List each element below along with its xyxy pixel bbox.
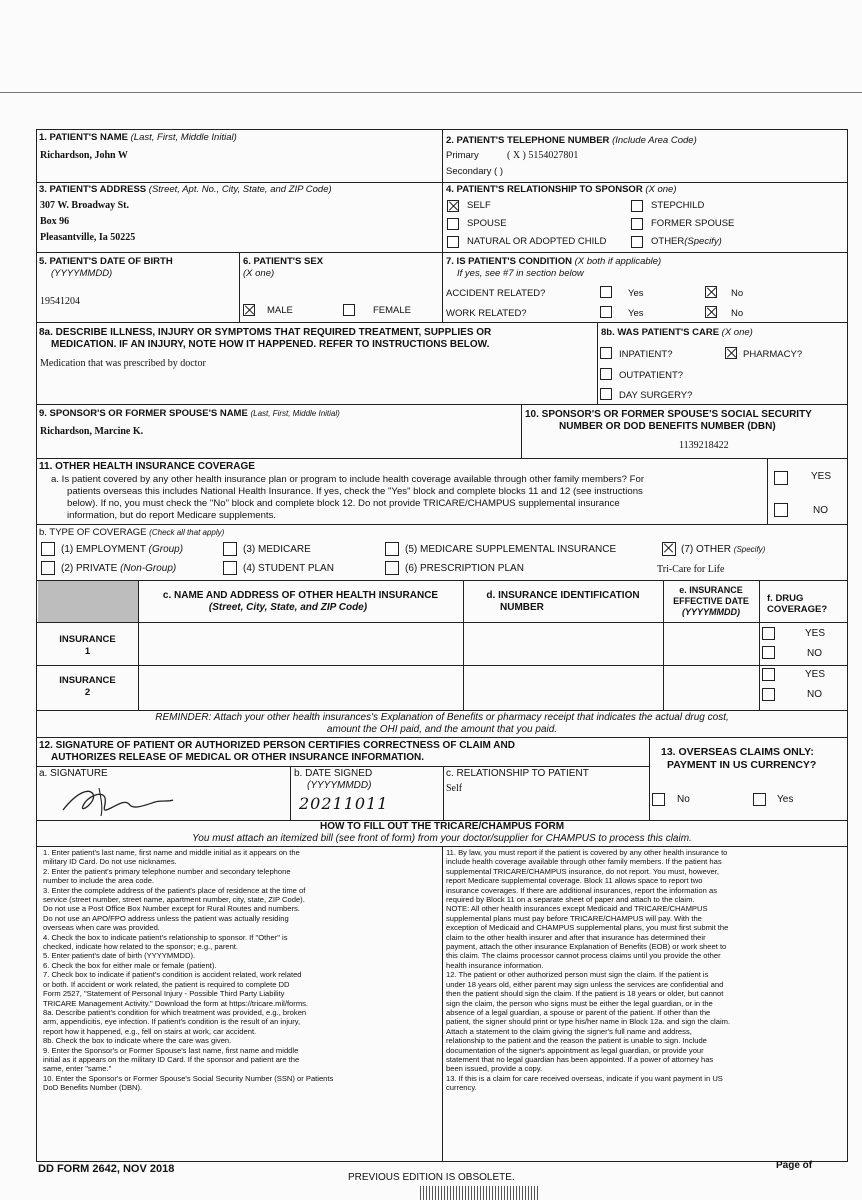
instruction-line: checked, indicate how related to the sponsor; e.g., parent. [43, 942, 239, 952]
block3-label: 3. PATIENT'S ADDRESS (Street, Apt. No., City, State, and ZIP Code) [39, 184, 332, 195]
instruction-line: relationship to the patient and the reason the patient is unable to sign. Include [446, 1036, 707, 1046]
instruction-line: Do not use a Post Office Box Number except for Rural Routes and numbers. [43, 904, 300, 914]
accident-yes-checkbox[interactable] [600, 286, 612, 298]
howto-title: HOW TO FILL OUT THE TRICARE/CHAMPUS FORM [319, 821, 565, 832]
female-label: FEMALE [373, 305, 412, 316]
ins2-drug-no-checkbox[interactable] [762, 688, 775, 701]
signature-field[interactable] [59, 784, 179, 818]
stepchild-label: STEPCHILD [651, 200, 705, 211]
block11-q1: a. Is patient covered by any other health insurance plan or program to include health coverage available through other family members? For [51, 474, 645, 485]
medicare-supplemental-checkbox[interactable] [385, 542, 399, 556]
address-line2[interactable]: Box 96 [40, 216, 70, 227]
instruction-line: supplemental TRICARE/CHAMPUS insurance, do not report. You must, however, [446, 866, 719, 876]
block10-label2: NUMBER OR DOD BENEFITS NUMBER (DBN) [559, 421, 776, 432]
instruction-line: sign the claim, the person who signs must be either the legal guardian, or in the [446, 998, 713, 1008]
instruction-line: TRICARE Management Activity." Download the form at https://tricare.mil/forms. [43, 998, 309, 1008]
spouse-checkbox[interactable] [447, 218, 459, 230]
instruction-line: required by Block 11 on a separate sheet of paper and attach to the claim. [446, 895, 695, 905]
block13-label: 13. OVERSEAS CLAIMS ONLY: [661, 746, 814, 758]
inpatient-checkbox[interactable] [600, 347, 612, 359]
work-related-label: WORK RELATED? [446, 308, 527, 319]
primary-phone-label: Primary [446, 150, 479, 161]
instruction-line: Do not use an APO/FPO address unless the patient was actually residing [43, 913, 289, 923]
block11-q3: below). If no, you must check the "No" block and complete block 12. Do not provide TRICARE/CHAMPUS supplemental insurance [67, 498, 620, 509]
instruction-line: 8b. Check the box to indicate where the care was given. [43, 1036, 232, 1046]
accident-related-label: ACCIDENT RELATED? [446, 288, 546, 299]
instruction-line: 2. Enter the patient's primary telephone number and secondary telephone [43, 866, 291, 876]
former-spouse-label: FORMER SPOUSE [651, 218, 735, 229]
block11b-label: b. TYPE OF COVERAGE (Check all that apply) [39, 527, 225, 538]
instruction-line: exception of Medicaid and CHAMPUS supplemental plans, you must first submit the [446, 923, 729, 933]
patient-name-field[interactable]: Richardson, John W [40, 150, 128, 161]
form-id: DD FORM 2642, NOV 2018 [38, 1163, 175, 1175]
insurance2-label: INSURANCE [59, 675, 116, 686]
date-signed-field[interactable]: 20211011 [299, 794, 389, 813]
us-currency-no-label: No [677, 794, 690, 805]
instruction-line: arm, appendicitis, eye infection. If patient's condition is the result of an injury, [43, 1017, 301, 1027]
block12-label2: AUTHORIZES RELEASE OF MEDICAL OR OTHER INSURANCE INFORMATION. [51, 752, 424, 763]
page-number: Page of [776, 1160, 813, 1171]
date-signed-hint: (YYYYMMDD) [307, 780, 372, 791]
instruction-line: currency. [446, 1083, 477, 1093]
ins2-drug-yes-checkbox[interactable] [762, 668, 775, 681]
ohi-no-label: NO [813, 505, 828, 516]
ohi-yes-label: YES [811, 471, 832, 482]
instruction-line: overseas when care was provided. [43, 923, 160, 933]
instruction-line: patient, the signer should print or type his/her name in Block 12a. and sign the claim. [446, 1017, 731, 1027]
instruction-line: include health coverage available through other family members. If the patient has [446, 857, 722, 867]
block1-label: 1. PATIENT'S NAME (Last, First, Middle Initial) [39, 132, 237, 143]
instruction-line: then the patient should sign the claim. If the patient is 18 years or older, but cannot [446, 989, 724, 999]
instruction-line: number to include the area code. [43, 876, 155, 886]
block11-label: 11. OTHER HEALTH INSURANCE COVERAGE [39, 461, 255, 472]
private-label: (2) PRIVATE (Non-Group) [61, 563, 177, 574]
work-no-label: No [731, 308, 744, 319]
instruction-line: 5. Enter patient's date of birth (YYYYMMDD). [43, 951, 196, 961]
instruction-line: 6. Check the box for either male or female (patient). [43, 960, 217, 970]
ohi-yes-checkbox[interactable] [774, 471, 788, 485]
block11c-label: c. NAME AND ADDRESS OF OTHER HEALTH INSURANCE [162, 590, 439, 601]
instruction-line: 11. By law, you must report if the patient is covered by any other health insurance to [446, 848, 728, 857]
scan-edge-line [0, 92, 862, 93]
ins1-drug-yes-label: YES [805, 628, 826, 639]
employment-checkbox[interactable] [41, 542, 55, 556]
work-yes-label: Yes [628, 308, 644, 319]
us-currency-no-checkbox[interactable] [652, 793, 665, 806]
block8a-label2: MEDICATION. IF AN INJURY, NOTE HOW IT HAPPENED. REFER TO INSTRUCTIONS BELOW. [51, 339, 490, 350]
instruction-line: service (street number, street name, apartment number, city, state, ZIP Code). [43, 895, 305, 905]
pharmacy-label: PHARMACY? [743, 349, 803, 360]
block11d-label2: NUMBER [500, 602, 544, 613]
instruction-line: 13. If this is a claim for care received overseas, indicate if you want payment in US [446, 1073, 723, 1083]
instruction-line: report how it happened, e.g., fell on stairs at work, car accident. [43, 1026, 257, 1036]
prescription-plan-label: (6) PRESCRIPTION PLAN [405, 563, 524, 574]
ins2-drug-no-label: NO [807, 689, 822, 700]
female-checkbox[interactable] [343, 304, 355, 316]
work-no-checkbox[interactable] [705, 306, 717, 318]
instruction-line: 9. Enter the Sponsor's or Former Spouse's last name, first name and middle [43, 1045, 299, 1055]
block11c-hint: (Street, City, State, and ZIP Code) [208, 602, 368, 613]
other-coverage-checkbox[interactable] [662, 542, 676, 556]
medicare-checkbox[interactable] [223, 542, 237, 556]
block12-label: 12. SIGNATURE OF PATIENT OR AUTHORIZED PERSON CERTIFIES CORRECTNESS OF CLAIM AND [39, 740, 515, 751]
howto-subtitle: You must attach an itemized bill (see front of form) from your doctor/supplier for CHAMPUS to process this claim. [192, 833, 692, 844]
instruction-line: DoD Benefits Number (DBN). [43, 1083, 143, 1093]
day-surgery-checkbox[interactable] [600, 388, 612, 400]
instruction-line: supplemental plans must pay before TRICARE/CHAMPUS will pay. With the [446, 913, 702, 923]
block11-q2: patients overseas this includes National Health Insurance. If yes, check the "Yes" block and complete blocks 11 and 12 (see instructions [67, 486, 643, 497]
instruction-line: military ID Card. Do not use nicknames. [43, 857, 177, 867]
instruction-line: claim to the other health insurer and after that insurance has determined their [446, 932, 706, 942]
employment-label: (1) EMPLOYMENT (Group) [61, 544, 184, 555]
relationship-label: c. RELATIONSHIP TO PATIENT [446, 768, 589, 779]
other-relationship-label: OTHER(Specify) [651, 236, 722, 247]
block8a-label: 8a. DESCRIBE ILLNESS, INJURY OR SYMPTOMS THAT REQUIRED TREATMENT, SUPPLIES OR [39, 327, 492, 338]
block7-hint2: If yes, see #7 in section below [457, 268, 584, 279]
instruction-line: NOTE: All other health insurances except Medicaid and TRICARE/CHAMPUS [446, 904, 708, 914]
barcode-strip [420, 1186, 540, 1200]
instruction-line: same, enter "same." [43, 1064, 112, 1074]
instruction-line: 10. Enter the Sponsor's or Former Spouse's Social Security Number (SSN) or Patients [43, 1073, 334, 1083]
block13-label2: PAYMENT IN US CURRENCY? [667, 759, 817, 771]
instruction-line: 8a. Describe patient's condition for which treatment was provided, e.g., broken [43, 1007, 307, 1017]
student-plan-label: (4) STUDENT PLAN [243, 563, 334, 574]
instructions-right [446, 848, 844, 1093]
student-plan-checkbox[interactable] [223, 561, 237, 575]
instruction-line: 12. The patient or other authorized person must sign the claim. If the patient is [446, 970, 709, 980]
sponsor-ssn-field[interactable]: 1139218422 [679, 440, 729, 451]
instruction-line: initial as it appears on the military ID Card. If the sponsor and patient are the [43, 1054, 300, 1064]
address-line3[interactable]: Pleasantville, Ia 50225 [40, 232, 136, 243]
block9-label: 9. SPONSOR'S OR FORMER SPOUSE'S NAME (Last, First, Middle Initial) [39, 408, 340, 419]
sponsor-name-field[interactable]: Richardson, Marcine K. [40, 426, 144, 437]
instruction-line: absence of a legal guardian, a spouse or parent of the patient. If other than the [446, 1007, 711, 1017]
dob-field[interactable]: 19541204 [40, 296, 80, 307]
instruction-line: payment, attach the other insurance Explanation of Benefits (EOB) or work sheet to [446, 942, 727, 952]
illness-description-field[interactable]: Medication that was prescribed by doctor [40, 358, 206, 369]
prescription-plan-checkbox[interactable] [385, 561, 399, 575]
ins1-drug-no-label: NO [807, 648, 822, 659]
natural-child-checkbox[interactable] [447, 236, 459, 248]
block8b-label: 8b. WAS PATIENT'S CARE (X one) [601, 327, 753, 338]
instruction-line: statement that no legal guardian has been appointed. If a power of attorney has [446, 1054, 714, 1064]
medicare-label: (3) MEDICARE [243, 544, 311, 555]
inpatient-label: INPATIENT? [619, 349, 673, 360]
block6-hint: (X one) [243, 268, 275, 279]
block5-hint: (YYYYMMDD) [51, 268, 113, 279]
self-checkbox[interactable] [447, 200, 459, 212]
outpatient-label: OUTPATIENT? [619, 370, 684, 381]
instruction-line: 4. Check the box to indicate patient's relationship to sponsor. If "Other" is [43, 932, 288, 942]
instruction-line: been issued, provide a copy. [446, 1064, 543, 1074]
block11e-label2: EFFECTIVE DATE [673, 596, 749, 606]
instruction-line: or both. If accident or work related, the patient is required to complete DD [43, 979, 290, 989]
instruction-line: 1. Enter patient's last name, first name and middle initial as it appears on the [43, 848, 300, 857]
instruction-line: 3. Enter the complete address of the patient's place of residence at the time of [43, 885, 306, 895]
insurance1-label: INSURANCE [59, 634, 116, 645]
ins1-drug-yes-checkbox[interactable] [762, 627, 775, 640]
block5-label: 5. PATIENT'S DATE OF BIRTH [39, 256, 173, 267]
instruction-line: Attach a statement to the claim giving the signer's full name and address, [446, 1026, 692, 1036]
instructions-left [43, 848, 438, 1093]
secondary-phone-field[interactable]: Secondary ( ) [446, 166, 504, 177]
reminder-line1: REMINDER: Attach your other health insurances's Explanation of Benefits or pharmacy receipt that indicates the actual drug cost, [155, 712, 729, 723]
spouse-label: SPOUSE [467, 218, 507, 229]
signature-label: a. SIGNATURE [39, 768, 108, 779]
self-label: SELF [467, 200, 491, 211]
other-coverage-field[interactable]: Tri-Care for Life [657, 564, 725, 575]
instruction-line: documentation of the signer's appointment as legal guardian, or provide your [446, 1045, 704, 1055]
instruction-line: health insurance information. [446, 960, 544, 970]
instruction-line: insurance coverages. If there are additional insurances, report the information as [446, 885, 717, 895]
medicare-supplemental-label: (5) MEDICARE SUPPLEMENTAL INSURANCE [405, 544, 617, 555]
insurance-header-shade [38, 581, 138, 622]
insurance2-number: 2 [84, 687, 91, 698]
block11e-label: e. INSURANCE [679, 585, 743, 595]
accident-no-label: No [731, 288, 744, 299]
instruction-line: under 18 years old, either parent may sign unless the services are confidential and [446, 979, 724, 989]
outpatient-checkbox[interactable] [600, 368, 612, 380]
other-coverage-label: (7) OTHER (Specify) [681, 544, 766, 555]
date-signed-label: b. DATE SIGNED [294, 768, 373, 779]
instruction-line: Form 2527, "Statement of Personal Injury - Possible Third Party Liability [43, 989, 285, 999]
insurance1-number: 1 [84, 646, 91, 657]
instruction-line: report Medicare supplemental coverage. Block 11 allows space to report two [446, 876, 703, 886]
male-checkbox[interactable] [243, 304, 255, 316]
primary-phone-field[interactable]: ( X ) 5154027801 [507, 150, 579, 161]
accident-yes-label: Yes [628, 288, 644, 299]
relationship-field[interactable]: Self [446, 783, 463, 794]
day-surgery-label: DAY SURGERY? [619, 390, 693, 401]
other-relationship-checkbox[interactable] [631, 236, 643, 248]
us-currency-yes-checkbox[interactable] [753, 793, 766, 806]
accident-no-checkbox[interactable] [705, 286, 717, 298]
us-currency-yes-label: Yes [777, 794, 794, 805]
ins1-drug-no-checkbox[interactable] [762, 646, 775, 659]
block6-label: 6. PATIENT'S SEX [243, 256, 324, 267]
male-label: MALE [267, 305, 293, 316]
work-yes-checkbox[interactable] [600, 306, 612, 318]
block11e-hint: (YYYYMMDD) [682, 607, 740, 617]
block11f-label2: COVERAGE? [767, 604, 828, 615]
ohi-no-checkbox[interactable] [774, 503, 788, 517]
natural-child-label: NATURAL OR ADOPTED CHILD [467, 236, 607, 247]
instruction-line: 7. Check box to indicate if patient's condition is accident related, work related [43, 970, 302, 980]
obsolete-notice: PREVIOUS EDITION IS OBSOLETE. [348, 1172, 515, 1183]
ins2-drug-yes-label: YES [805, 669, 826, 680]
pharmacy-checkbox[interactable] [725, 347, 737, 359]
block2-label: 2. PATIENT'S TELEPHONE NUMBER (Include Area Code) [446, 135, 697, 146]
block11-q4: information, but do report Medicare supplements. [67, 510, 277, 521]
reminder-line2: amount the OHI paid, and the amount that you paid. [326, 724, 558, 735]
instruction-line: this claim. The claims processor cannot process claims until you provide the other [446, 951, 721, 961]
claim-form [36, 129, 848, 1162]
block11d-label: d. INSURANCE IDENTIFICATION [486, 590, 640, 601]
former-spouse-checkbox[interactable] [631, 218, 643, 230]
block7-label: 7. IS PATIENT'S CONDITION (X both if applicable) [446, 256, 662, 267]
private-checkbox[interactable] [41, 561, 55, 575]
block10-label: 10. SPONSOR'S OR FORMER SPOUSE'S SOCIAL SECURITY [525, 409, 812, 420]
block4-label: 4. PATIENT'S RELATIONSHIP TO SPONSOR (X one) [446, 184, 677, 195]
block11f-label: f. DRUG [767, 593, 804, 604]
stepchild-checkbox[interactable] [631, 200, 643, 212]
address-line1[interactable]: 307 W. Broadway St. [40, 200, 130, 211]
